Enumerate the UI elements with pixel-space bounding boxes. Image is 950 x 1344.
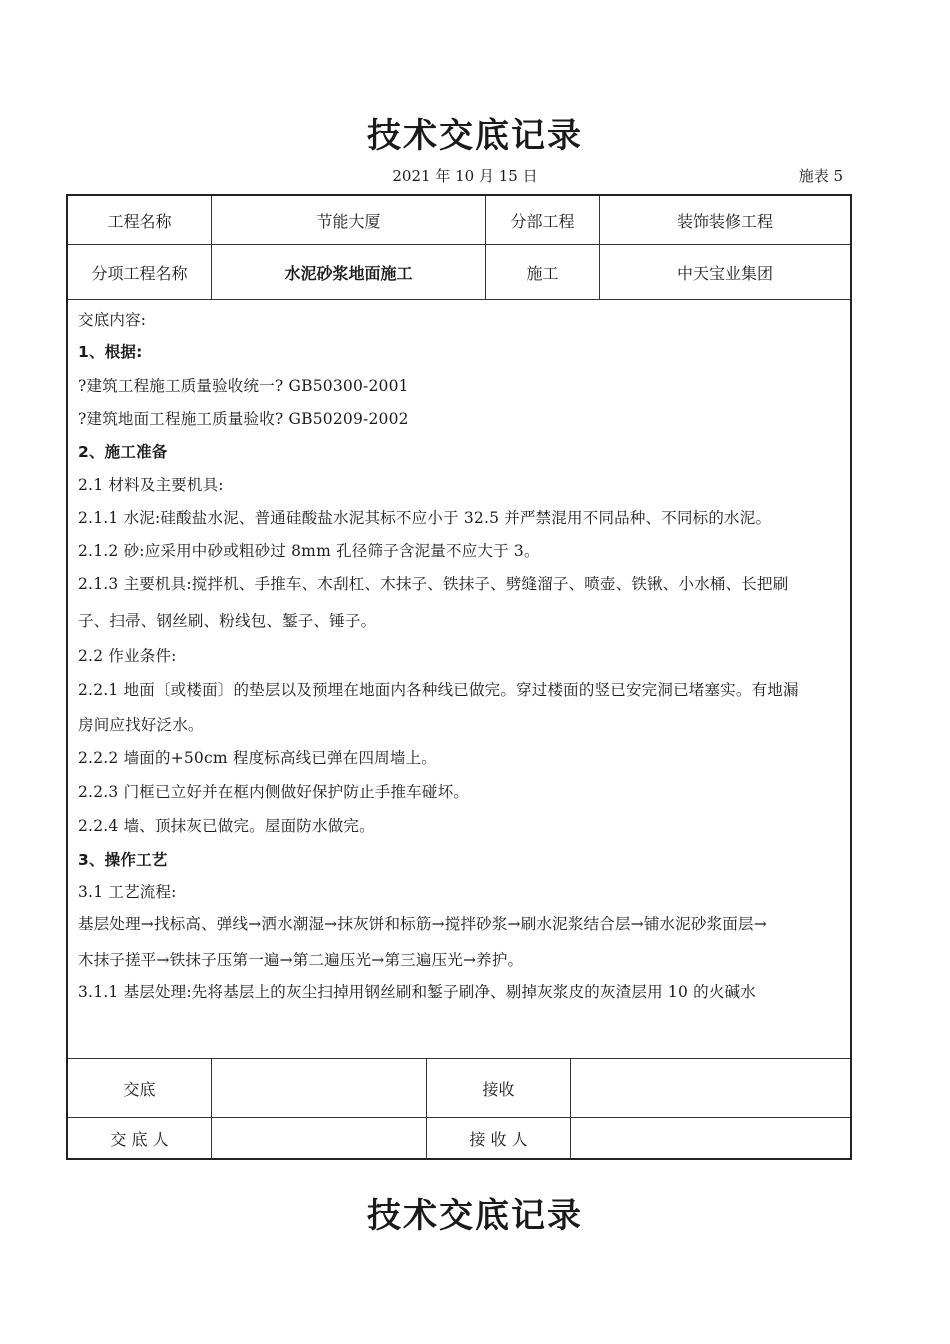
content-line: 2.2.2 墙面的+50cm 程度标高线已弹在四周墙上。 <box>78 749 437 767</box>
construction-value: 中天宝业集团 <box>676 263 773 283</box>
receive-person-value <box>571 1118 850 1158</box>
project-name-label: 工程名称 <box>107 211 172 231</box>
content-line: 2.1 材料及主要机具: <box>78 476 224 494</box>
content-line: 2.1.3 主要机具:搅拌机、手推车、木刮杠、木抹子、铁抹子、劈缝溜子、喷壶、铁锹、小水桶、长把刷 <box>78 575 789 593</box>
handover-value <box>212 1059 426 1117</box>
section-heading: 1、根据: <box>78 343 143 361</box>
document-title-repeat: 技术交底记录 <box>367 1196 583 1236</box>
content-line: 3.1.1 基层处理:先将基层上的灰尘扫掉用钢丝刷和錾子刷净、剔掉灰浆皮的灰渣层用 10 的火碱水 <box>78 983 756 1001</box>
content-line: 2.2.3 门框已立好并在框内侧做好保护防止手推车碰坏。 <box>78 783 469 801</box>
construction-label: 施工 <box>526 263 559 283</box>
record-date: 2021 年 10 月 15 日 <box>392 167 538 185</box>
handover-person-label: 交 底 人 <box>110 1129 169 1149</box>
content-line: 房间应找好泛水。 <box>78 716 204 734</box>
record-table <box>66 194 852 1160</box>
subitem-label: 分项工程名称 <box>91 263 188 283</box>
form-number: 施表 5 <box>798 167 843 185</box>
receive-person-label: 接 收 人 <box>469 1129 528 1149</box>
content-line: ?建筑地面工程施工质量验收? GB50209-2002 <box>78 410 409 428</box>
subitem-value: 水泥砂浆地面施工 <box>284 263 413 283</box>
content-line: 2.1.1 水泥:硅酸盐水泥、普通硅酸盐水泥其标不应小于 32.5 并严禁混用不同品种、不同标的水泥。 <box>78 509 772 527</box>
division-value: 装饰装修工程 <box>676 211 773 231</box>
handover-label: 交底 <box>123 1079 156 1099</box>
project-name-value: 节能大厦 <box>316 211 381 231</box>
handover-person-value <box>212 1118 426 1158</box>
content-line: 木抹子搓平→铁抹子压第一遍→第二遍压光→第三遍压光→养护。 <box>78 951 524 969</box>
content-line: 基层处理→找标高、弹线→洒水潮湿→抹灰饼和标筋→搅拌砂浆→刷水泥浆结合层→铺水泥砂浆面层→ <box>78 915 767 933</box>
content-line: ?建筑工程施工质量验收统一? GB50300-2001 <box>78 377 409 395</box>
section-heading: 2、施工准备 <box>78 443 168 461</box>
document-title: 技术交底记录 <box>367 116 583 156</box>
division-label: 分部工程 <box>510 211 575 231</box>
receive-label: 接收 <box>482 1079 515 1099</box>
content-line: 2.2.1 地面〔或楼面〕的垫层以及预埋在地面内各种线已做完。穿过楼面的竖已安完洞已堵塞实。有地漏 <box>78 681 799 699</box>
table-rule <box>68 299 850 300</box>
content-line: 3.1 工艺流程: <box>78 883 177 901</box>
section-heading: 3、操作工艺 <box>78 851 168 869</box>
content-line: 2.2.4 墙、顶抹灰已做完。屋面防水做完。 <box>78 817 375 835</box>
content-line: 子、扫帚、钢丝刷、粉线包、錾子、锤子。 <box>78 612 377 630</box>
content-line: 2.2 作业条件: <box>78 647 177 665</box>
receive-value <box>571 1059 850 1117</box>
content-line: 交底内容: <box>78 311 147 329</box>
content-line: 2.1.2 砂:应采用中砂或粗砂过 8mm 孔径筛子含泥量不应大于 3。 <box>78 542 540 560</box>
